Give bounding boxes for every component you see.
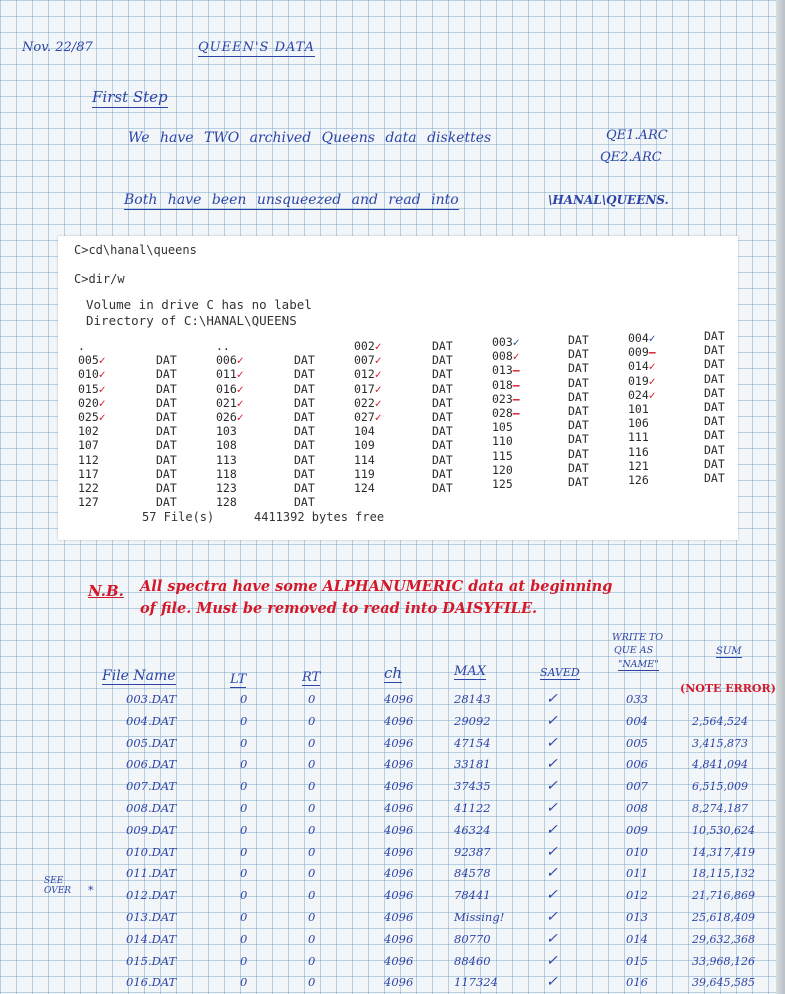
header-sum: SUM: [716, 646, 742, 657]
bytes-free: 4411392 bytes free: [254, 510, 385, 524]
col-rt: 0 0 0 0 0 0 0 0 0 0 0 0 0 0: [308, 692, 316, 990]
table-cell: 015.DAT: [126, 953, 177, 968]
list-item: 020✓: [78, 395, 106, 410]
nb-label: N.B.: [88, 582, 124, 600]
table-cell: 014.DAT: [126, 931, 177, 946]
table-cell: 007.DAT: [126, 779, 177, 794]
header-max: MAX: [454, 664, 486, 679]
note-error: (NOTE ERROR): [680, 682, 776, 695]
table-cell: 004.DAT: [126, 713, 177, 728]
header-write-to-3: "NAME": [618, 659, 659, 670]
arc-file-1: QE1.ARC: [606, 128, 668, 143]
listing-col-10: DAT DAT DAT DAT DAT DAT DAT DAT DAT DAT DAT: [704, 329, 725, 485]
table-cell: 005.DAT: [126, 735, 177, 750]
side-note-see-over: SEE OVER: [44, 876, 72, 896]
table-cell: 008.DAT: [126, 800, 177, 815]
archive-note: We have TWO archived Queens data diskettes: [128, 130, 492, 146]
list-item: 127: [78, 495, 99, 510]
list-item: 112: [78, 452, 99, 467]
file-count: 57 File(s): [142, 510, 215, 524]
header-write-to-2: QUE AS: [614, 645, 654, 656]
header-saved: SAVED: [540, 666, 580, 679]
table-cell: 009.DAT: [126, 822, 177, 837]
header-file-name: File Name: [102, 668, 176, 684]
table-cell: 011.DAT: [126, 866, 177, 881]
listing-col-5: 002✓ 007✓ 012✓ 017✓ 022✓ 027✓ 104 109 114 119 124: [354, 339, 382, 495]
col-write-name: 033 004 005 006 007 008 009 010 011 012 013 014 015 016: [626, 692, 648, 990]
list-item: .: [78, 339, 85, 353]
listing-col-2: DAT DAT DAT DAT DAT DAT DAT DAT DAT DAT DAT: [156, 353, 177, 510]
list-item: 005✓: [78, 353, 106, 368]
cd-command: C>cd\hanal\queens: [74, 243, 197, 257]
col-saved: ✓ ✓ ✓ ✓ ✓ ✓ ✓ ✓ ✓ ✓ ✓ ✓ ✓ ✓: [546, 691, 558, 991]
date-note: Nov. 22/87: [22, 40, 93, 55]
listing-col-1: [78, 339, 106, 509]
list-item: 102: [78, 424, 99, 439]
header-ch: ch: [384, 664, 403, 682]
table-cell: 013.DAT: [126, 909, 177, 924]
listing-col-9: 004✓ 009– 014✓ 019✓ 024✓ 101 106 111 116 121 126: [628, 331, 656, 487]
table-cell: 012.DAT: [126, 888, 177, 903]
list-item: 015✓: [78, 381, 106, 396]
table-cell: 010.DAT: [126, 844, 177, 859]
col-max: 28143 29092 47154 33181 37435 41122 46324 92387 84578 78441 Missing! 80770 88460 117324: [454, 692, 505, 990]
list-item: 107: [78, 438, 99, 453]
directory-label: Directory of C:\HANAL\QUEENS: [86, 313, 297, 328]
list-item: 122: [78, 480, 99, 495]
step-heading: First Step: [92, 88, 168, 106]
listing-col-6: DAT DAT DAT DAT DAT DAT DAT DAT DAT DAT DAT: [432, 339, 453, 495]
nb-line-2: of file. Must be removed to read into DAISYFILE.: [140, 600, 538, 617]
col-sum: 2,564,524 3,415,873 4,841,094 6,515,009 8,274,187 10,530,624 14,317,419 18,115,132 21,716,869 25,618,409 29,632,368 33,968,126 39,645,585: [692, 714, 755, 990]
side-asterisk: *: [88, 884, 94, 897]
table-cell: 016.DAT: [126, 975, 177, 990]
header-rt: RT: [302, 670, 321, 685]
col-file-name: [126, 689, 176, 994]
list-item: 025✓: [78, 409, 106, 424]
nb-line-1: All spectra have some ALPHANUMERIC data at beginning: [140, 578, 613, 595]
dir-command: C>dir/w: [74, 272, 125, 286]
page-edge: [776, 0, 785, 994]
header-lt: LT: [230, 672, 247, 687]
col-ch: 4096 4096 4096 4096 4096 4096 4096 4096 4096 4096 4096 4096 4096 4096: [384, 692, 414, 990]
listing-col-4: DAT DAT DAT DAT DAT DAT DAT DAT DAT DAT DAT: [294, 353, 315, 510]
listing-col-8: DAT DAT DAT DAT DAT DAT DAT DAT DAT DAT DAT: [568, 333, 589, 489]
table-cell: 003.DAT: [126, 692, 177, 706]
target-path: \HANAL\QUEENS.: [548, 193, 669, 207]
arc-file-2: QE2.ARC: [600, 150, 662, 165]
page-title: QUEEN'S DATA: [198, 40, 316, 55]
dos-printout: [58, 236, 738, 540]
header-write-to-1: WRITE TO: [612, 632, 664, 643]
col-lt: 0 0 0 0 0 0 0 0 0 0 0 0 0 0: [240, 692, 248, 990]
table-cell: 006.DAT: [126, 757, 177, 772]
volume-label: Volume in drive C has no label: [86, 297, 312, 312]
listing-col-3: .. 006✓ 011✓ 016✓ 021✓ 026✓ 103 108 113 118 123 128: [216, 339, 244, 510]
list-item: 010✓: [78, 367, 106, 382]
list-item: 117: [78, 466, 99, 481]
listing-col-7: 003✓ 008✓ 013– 018– 023– 028– 105 110 115 120 125: [492, 335, 520, 491]
unsqueeze-note: Both have been unsqueezed and read into: [124, 192, 459, 208]
